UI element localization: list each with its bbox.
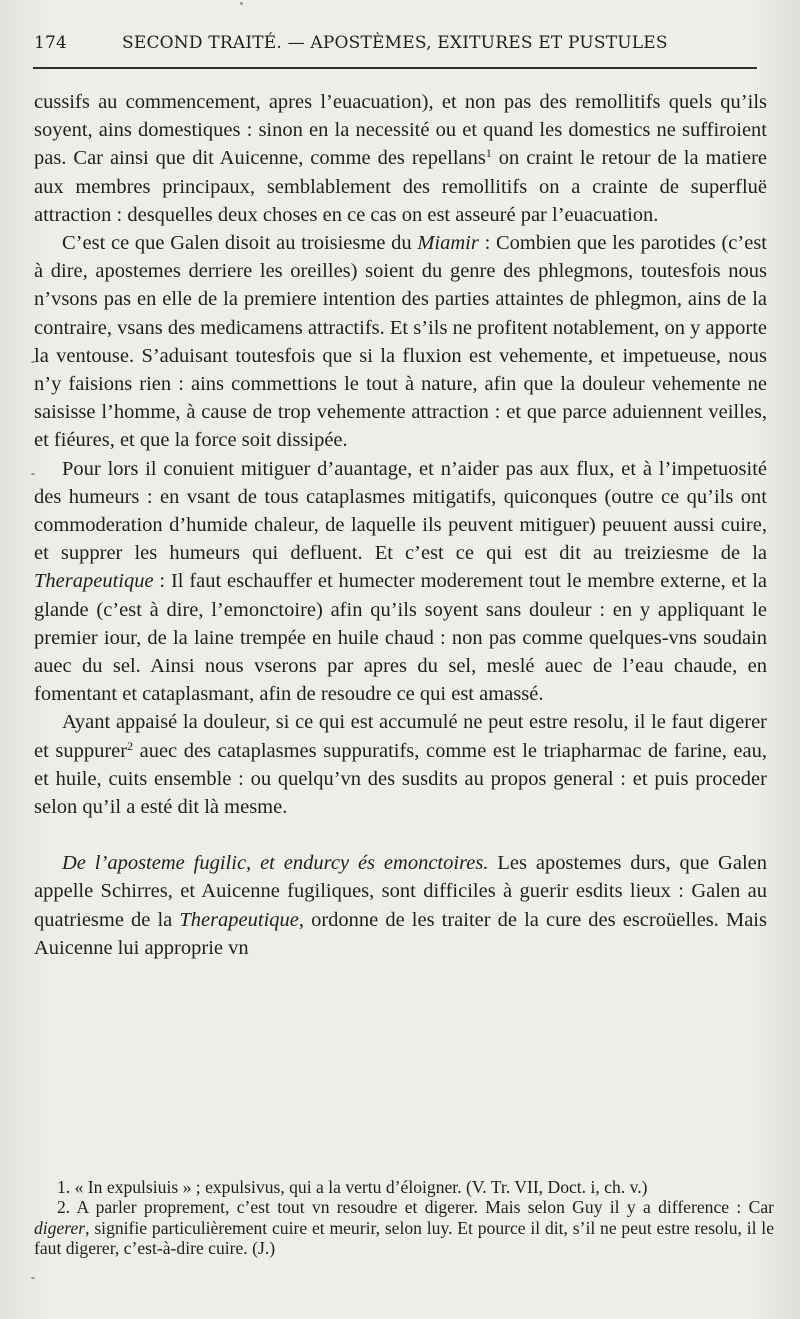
paragraph-1-text-b: on craint le retour de la matiere aux membres principaux, semblablement des remollitifs on a crainte de superfluë attraction : desquelles deux choses en ce cas on est asseuré par l’euacuation.	[34, 147, 767, 226]
footnote-1-text-b: , ch. v.)	[595, 1177, 648, 1197]
paragraph-1	[34, 88, 767, 229]
paragraph-2	[34, 229, 767, 455]
paragraph-4	[34, 708, 767, 821]
paragraph-3	[34, 455, 767, 709]
footnote-1-small-text: i	[590, 1177, 596, 1197]
paragraph-2-text-a: C’est ce que Galen disoit au troisiesme du	[62, 232, 418, 255]
running-header	[34, 33, 764, 63]
footnote-2	[34, 1197, 774, 1258]
paragraph-2-text-b: : Combien que les parotides (c’est à dire, apostemes derriere les oreilles) soient du genre des phlegmons, toutesfois nous n’vsons pas en elle de la premiere intention des parties attaintes de phlegmon, ains de la contraire, vsans des medicamens attractifs. Et s’ils ne profitent notablement, on y apporte la ventouse. S’aduisant toutesfois que si la fluxion est vehemente, et impetueuse, nous n’y faisions rien : ains commettions le tout à nature, afin que la douleur vehemente ne saisisse l’homme, à cause de trop vehemente attraction : et que parce aduiennent veilles, et fiéures, et que la force soit dissipée.	[34, 232, 767, 452]
footnote-2-text-a: 2. A parler proprement, c’est tout vn resoudre et digerer. Mais selon Guy il y a difference : Car	[57, 1197, 774, 1218]
footnote-2-italic: digerer	[34, 1217, 86, 1238]
footnote-1	[34, 1177, 774, 1197]
left-margin-speck-1	[31, 361, 35, 363]
paragraph-5-text-b: , ordonne de les traiter de la cure des escroüelles. Mais Auicenne lui approprie vn	[34, 908, 767, 959]
running-title: SECOND TRAITÉ. — APOSTÈMES, EXITURES ET PUSTULES	[122, 33, 668, 53]
paragraph-2-title: Miamir	[417, 232, 479, 255]
main-text	[34, 88, 767, 962]
footnote-reference-2: 2	[127, 738, 134, 753]
paragraph-3-title: Therapeutique	[34, 570, 154, 593]
paragraph-3-text-a: Pour lors il conuient mitiguer d’auantage, et n’aider pas aux flux, et à l’impetuosité des humeurs : en vsant de tous cataplasmes mitigatifs, quiconques (outre ce qu’ils ont commoderation d’humide chaleur, de laquelle ils peuvent mitiguer) peuuent aussi cuire, et supprer les humeurs qui defluent. Et c’est ce qui est dit au treiziesme de la	[34, 457, 767, 565]
section-heading: De l’aposteme fugilic, et endurcy és emonctoires.	[62, 852, 489, 875]
paragraph-5	[34, 849, 767, 962]
header-rule	[33, 67, 757, 69]
left-margin-speck-2	[31, 473, 35, 475]
paragraph-4-text-b: auec des cataplasmes suppuratifs, comme est le triapharmac de farine, eau, et huile, cuits ensemble : ou quelqu’vn des susdits au propos general : et puis proceder selon qu’il a esté dit là mesme.	[34, 739, 767, 819]
paragraph-5-title: Therapeutique	[179, 908, 299, 931]
paragraph-1-text-a: cussifs au commencement, apres l’euacuation), et non pas des remollitifs quels qu’ils soyent, ains domestiques : sinon en la necessité ou et quand les domestics ne suffiroient pas. Car ainsi que dit Auicenne, comme des repellans	[34, 91, 767, 170]
footnote-2-text-b: , signifie particulièrement cuire et meurir, selon luy. Et pource il dit, s’il ne peut estre resolu, il le faut digerer, c’est-à-dire cuire. (J.)	[34, 1217, 774, 1259]
footnote-reference-1: 1	[485, 146, 492, 161]
paragraph-4-text-a: Ayant appaisé la douleur, si ce qui est accumulé ne peut estre resolu, il le faut digerer et suppurer	[34, 711, 767, 762]
top-print-speck	[240, 2, 243, 5]
footnotes	[34, 1177, 774, 1259]
bottom-margin-speck	[31, 1277, 35, 1279]
paragraph-5-text-a: Les apostemes durs, que Galen appelle Schirres, et Auicenne fugiliques, sont difficiles à guerir esdits lieux : Galen au quatriesme de la	[34, 852, 767, 931]
page-number: 174	[34, 33, 68, 53]
paragraph-3-text-b: : Il faut eschauffer et humecter moderement tout le membre externe, et la glande (c’est à dire, l’emonctoire) afin qu’ils soyent sans douleur : en y appliquant le premier iour, de la laine trempée en huile chaud : non pas comme quelques-vns soudain auec du sel. Ainsi nous vserons par apres du sel, meslé auec de l’eau chaude, en fomentant et cataplasmant, afin de resoudre ce qui est amassé.	[34, 570, 767, 706]
footnote-1-text-a: 1. « In expulsiuis » ; expulsivus, qui a la vertu d’éloigner. (V. Tr. VII, Doct.	[57, 1177, 591, 1197]
